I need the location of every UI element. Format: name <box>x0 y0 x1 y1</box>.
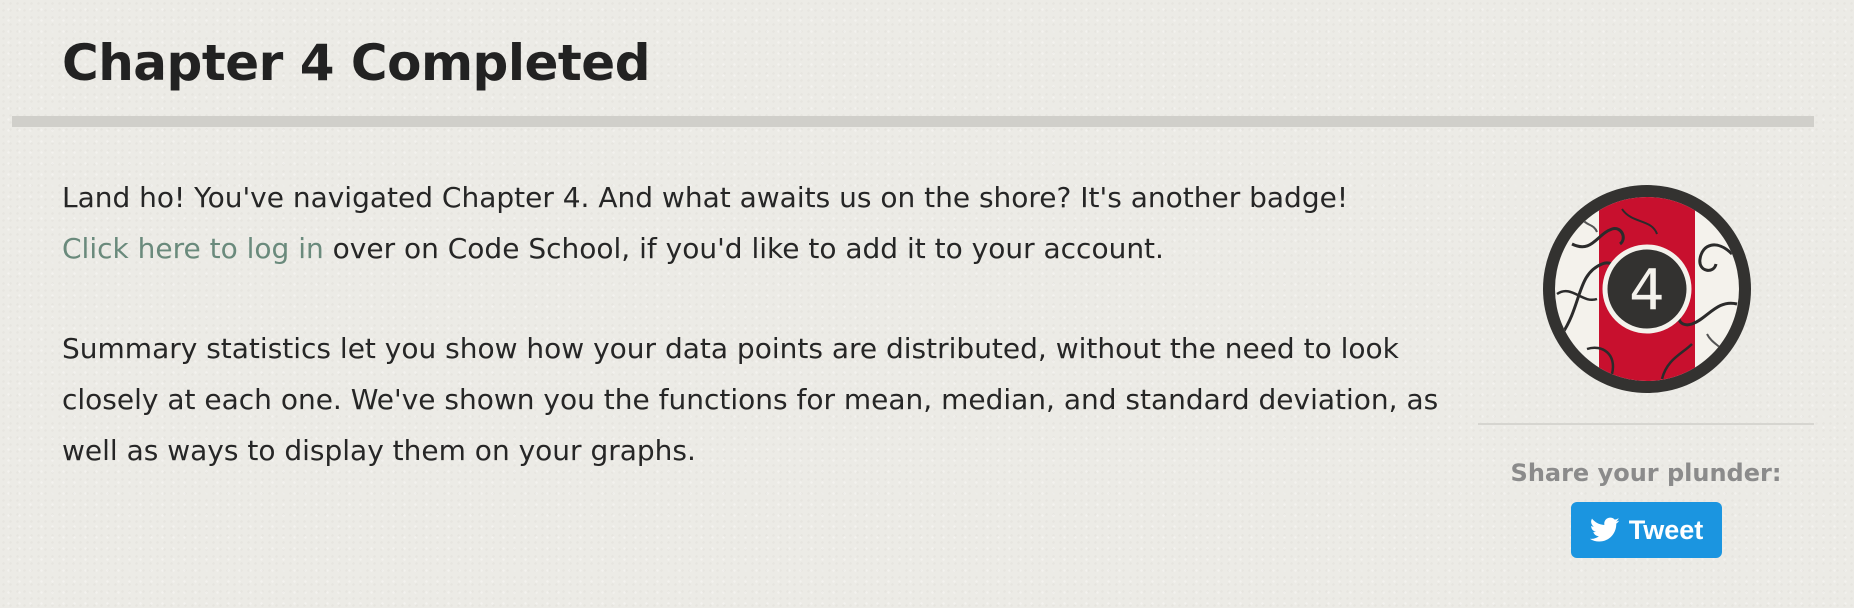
badge-number: 4 <box>1629 258 1665 323</box>
tweet-button-label: Tweet <box>1628 514 1704 545</box>
summary-paragraph: Summary statistics let you show how your data points are distributed, without the need to look closely at each one. We've shown you the functions for mean, median, and standard deviation, as well as ways to display them on your graphs. <box>62 332 1439 467</box>
octopus-badge-icon <box>1542 184 1752 394</box>
chapter-summary <box>62 172 1442 525</box>
login-suffix-text: over on Code School, if you'd like to add it to your account. <box>323 232 1164 265</box>
share-label: Share your plunder: <box>1510 459 1782 487</box>
intro-text: Land ho! You've navigated Chapter 4. And what awaits us on the shore? It's another badge! <box>62 181 1349 214</box>
intro-paragraph <box>62 172 1442 274</box>
twitter-bird-icon <box>1590 517 1620 543</box>
title-divider <box>12 116 1814 127</box>
sidebar-divider <box>1478 423 1814 425</box>
page-title: Chapter 4 Completed <box>62 34 650 92</box>
tweet-button[interactable] <box>1571 502 1722 558</box>
login-link[interactable]: Click here to log in <box>62 232 324 265</box>
